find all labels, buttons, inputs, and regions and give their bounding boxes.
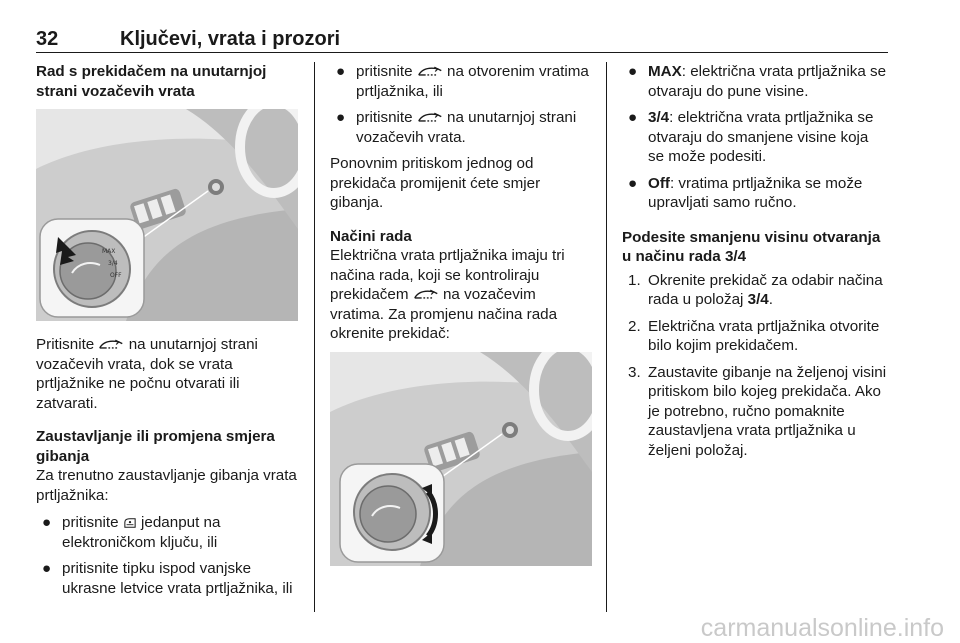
page-number: 32 — [36, 28, 59, 50]
column-divider — [606, 62, 607, 612]
svg-text:3/4: 3/4 — [108, 260, 118, 267]
bullet-list — [36, 513, 298, 598]
column-left — [36, 62, 298, 605]
list-item: ● pritisnite na unutarnjoj strani vozačevih vrata. — [336, 109, 577, 146]
page-header — [36, 28, 886, 52]
column-right — [622, 62, 888, 467]
section-heading: Načini rada — [330, 227, 412, 245]
liftgate-icon — [98, 338, 124, 351]
column-divider — [314, 62, 315, 612]
liftgate-icon — [417, 65, 443, 78]
chapter-title: Ključevi, vrata i prozori — [120, 28, 341, 50]
list-item: ● MAX: električna vrata prtljažnika se otvaraju do pune visine. — [628, 63, 887, 100]
door-switch-illustration — [36, 109, 298, 321]
watermark: carmanualsonline.info — [700, 614, 944, 642]
steps-list — [622, 271, 888, 461]
section-heading: Podesite smanjenu visinu otvaranja u načinu rada 3/4 — [622, 228, 881, 265]
svg-text:OFF: OFF — [110, 272, 122, 279]
list-item: ● Off: vratima prtljažnika se može upravljati samo ručno. — [628, 174, 863, 211]
liftgate-icon — [413, 288, 439, 301]
bullet-list — [330, 62, 592, 147]
list-item: ● pritisnite na otvorenim vratima prtljažnika, ili — [336, 63, 589, 100]
paragraph: Ponovnim pritiskom jednog od prekidača promijenit ćete smjer gibanja. — [330, 155, 541, 211]
section-heading: Zaustavljanje ili promjena smjera gibanja — [36, 428, 275, 465]
column-middle — [330, 62, 592, 566]
list-item: 1. Okrenite prekidač za odabir načina rada u položaj 3/4. — [628, 271, 883, 308]
footer — [0, 612, 960, 642]
paragraph: Električna vrata prtljažnika imaju tri načina rada, koji se kontroliraju prekidačem na vozačevim vratima. Za promjenu načina rada okrenite prekidač: — [330, 247, 565, 342]
header-rule — [36, 52, 888, 53]
section-heading: Rad s prekidačem na unutarnjoj strani vozačevih vrata — [36, 63, 267, 100]
svg-text:MAX: MAX — [102, 248, 116, 255]
list-item: 3. Zaustavite gibanje na željenoj visini pritiskom bilo kojeg prekidača. Ako je potrebno, ručno pomaknite zaustavljena vrata prtljažnika u željeni položaj. — [628, 363, 887, 459]
paragraph: Za trenutno zaustavljanje gibanja vrata prtljažnika: — [36, 467, 297, 504]
mode-dial-illustration — [330, 352, 592, 566]
list-item: 2. Električna vrata prtljažnika otvorite bilo kojim prekidačem. — [628, 317, 880, 354]
instruction-paragraph: Pritisnite na unutarnjoj strani vozačevih vrata, dok se vrata prtljažnike ne počnu otvarati ili zatvarati. — [36, 336, 258, 412]
liftgate-icon — [417, 111, 443, 124]
list-item: ● pritisnite jedanput na elektroničkom ključu, ili — [42, 514, 221, 551]
list-item: ● pritisnite tipku ispod vanjske ukrasne letvice vrata prtljažnika, ili — [42, 560, 293, 597]
key-liftgate-icon — [123, 517, 137, 529]
mode-list — [622, 62, 888, 213]
list-item: ● 3/4: električna vrata prtljažnika se otvaraju do smanjene visine koja se može podesiti. — [628, 109, 874, 165]
